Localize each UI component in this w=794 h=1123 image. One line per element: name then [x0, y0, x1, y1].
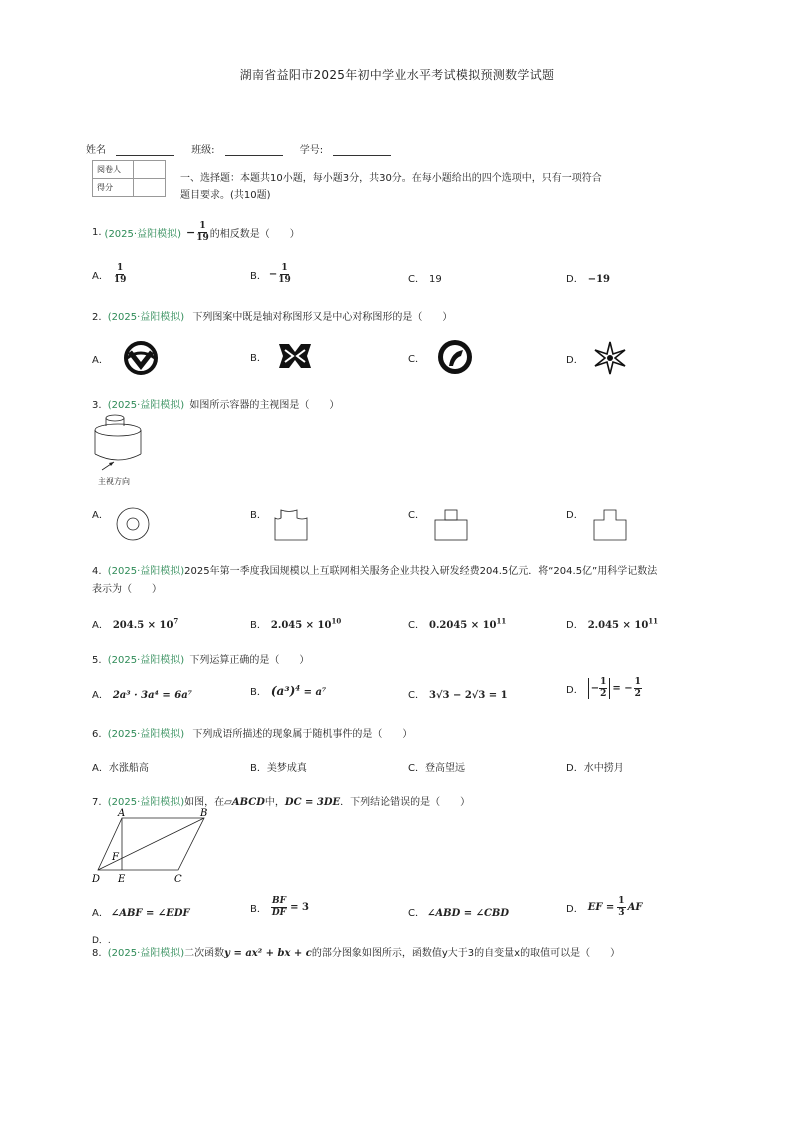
- frac-numerator: 1: [281, 263, 288, 273]
- option-letter: D．: [566, 685, 584, 696]
- option-b[interactable]: [250, 506, 311, 542]
- vertex-label-a: A: [118, 808, 126, 819]
- question-4: [92, 563, 692, 599]
- option-d[interactable]: [566, 616, 658, 631]
- option-b[interactable]: [250, 759, 307, 774]
- score-cell: [134, 179, 166, 197]
- option-text: = −: [612, 683, 633, 694]
- option-a[interactable]: [92, 759, 149, 774]
- question-text-pre: 二次函数: [184, 948, 225, 959]
- question-number: 8.: [92, 948, 102, 959]
- question-text: 如图所示容器的主视图是（ ）: [189, 400, 340, 411]
- option-fraction: [617, 897, 625, 918]
- parallelogram-figure: [90, 806, 215, 886]
- option-text: 2.045 × 10: [587, 620, 649, 631]
- question-number: 3.: [92, 400, 102, 411]
- option-letter: B．: [250, 510, 267, 521]
- page-title: 湖南省益阳市2025年初中学业水平考试模拟预测数学试题: [239, 68, 555, 82]
- option-text: 登高望远: [424, 763, 465, 774]
- frac-numerator: 1: [116, 263, 124, 273]
- option-letter: A．: [92, 620, 109, 631]
- question-8: [92, 944, 620, 959]
- option-text: 2.045 × 10: [270, 620, 332, 631]
- option-letter: D．: [566, 763, 584, 774]
- source-tag: (2025·益阳模拟): [107, 566, 185, 577]
- option-d[interactable]: [566, 897, 642, 918]
- ring-view-icon: [115, 506, 151, 542]
- option-c[interactable]: [408, 759, 465, 774]
- option-b[interactable]: [250, 616, 341, 631]
- step-view-icon: [431, 506, 471, 542]
- frac-numerator: 1: [600, 677, 607, 687]
- stray-text: D．.: [92, 936, 111, 946]
- option-letter: D．: [566, 510, 584, 521]
- score-box: [92, 160, 166, 197]
- question-number: 4.: [92, 566, 102, 577]
- source-tag: (2025·益阳模拟): [107, 729, 185, 740]
- question-text: 2025年第一季度我国规模以上互联网相关服务企业共投入研发经费204.5亿元．将“204.5亿”用科学记数法: [184, 566, 658, 577]
- option-text: ∠ABD = ∠CBD: [426, 908, 510, 919]
- vertex-label-c: C: [174, 874, 182, 885]
- option-text: = a⁷: [300, 687, 327, 698]
- frac-denominator: 19: [113, 275, 127, 285]
- vertex-label-d: D: [92, 874, 101, 885]
- option-letter: B．: [250, 687, 267, 698]
- class-blank[interactable]: [225, 145, 283, 156]
- option-letter: B．: [250, 352, 267, 364]
- option-text: 204.5 × 10: [112, 620, 174, 631]
- figure-caption: 主视方向: [98, 477, 130, 486]
- option-d[interactable]: [566, 678, 642, 699]
- question-equation: DC = 3DE: [284, 797, 341, 808]
- option-fraction: [599, 678, 607, 699]
- curved-view-icon: [271, 506, 311, 542]
- option-letter: B．: [250, 271, 267, 282]
- vertex-label-f: F: [112, 852, 119, 863]
- class-label: 班级:: [191, 145, 215, 156]
- question-number: 7.: [92, 797, 102, 808]
- option-fraction: [277, 264, 292, 285]
- frac-numerator: 1: [634, 677, 641, 687]
- option-text: 19: [428, 274, 442, 285]
- question-1: [92, 222, 300, 243]
- option-text: 水涨船高: [108, 763, 149, 774]
- option-c[interactable]: [408, 506, 471, 542]
- stem-sign: −: [185, 226, 196, 239]
- frac-denominator: 2: [600, 689, 607, 699]
- option-fraction: [113, 264, 128, 285]
- option-text: 3√3 − 2√3 = 1: [428, 690, 508, 701]
- container-figure: [92, 412, 152, 474]
- option-text: 美梦成真: [266, 763, 307, 774]
- option-letter: C．: [408, 510, 425, 521]
- option-a[interactable]: [92, 264, 127, 285]
- vertex-label-b: B: [200, 808, 208, 819]
- question-number: 5.: [92, 655, 102, 666]
- question-number: 2.: [92, 312, 102, 323]
- option-c[interactable]: [408, 686, 508, 701]
- frac-numerator: 1: [618, 896, 625, 906]
- option-c[interactable]: [408, 338, 475, 376]
- option-letter: A．: [92, 908, 109, 919]
- option-exponent: 4: [295, 683, 301, 693]
- option-d[interactable]: [566, 506, 630, 542]
- frac-denominator: DF: [271, 908, 287, 918]
- option-fraction-2: [634, 678, 642, 699]
- question-equation: y = ax² + bx + c: [224, 948, 312, 959]
- option-b[interactable]: [250, 264, 292, 285]
- option-letter: B．: [250, 620, 267, 631]
- question-text-post: ．下列结论错误的是（ ）: [340, 797, 471, 808]
- option-base: (a³): [270, 684, 296, 698]
- name-label: 姓名: [86, 145, 106, 156]
- option-letter: A．: [92, 763, 109, 774]
- option-b[interactable]: [250, 683, 326, 698]
- star-emblem-icon: [592, 340, 628, 376]
- question-text: 下列运算正确的是（ ）: [189, 655, 310, 666]
- stem-fraction: [195, 222, 210, 243]
- source-tag: (2025·益阳模拟): [107, 312, 185, 323]
- question-3: [92, 396, 339, 411]
- option-text: ∠ABF = ∠EDF: [110, 908, 190, 919]
- abs-sign: −: [590, 683, 600, 694]
- option-letter: C．: [408, 353, 425, 365]
- option-sign: −: [268, 269, 278, 280]
- option-letter: D．: [566, 904, 584, 915]
- option-a[interactable]: [92, 904, 190, 919]
- id-blank[interactable]: [333, 145, 391, 156]
- section-line-1: 一、选择题：本题共10小题，每小题3分，共30分。在每小题给出的四个选项中，只有一项符合: [180, 173, 602, 184]
- source-tag: (2025·益阳模拟): [107, 655, 185, 666]
- option-c[interactable]: [408, 616, 506, 631]
- question-6: [92, 725, 412, 740]
- option-fraction: [271, 897, 287, 918]
- question-5: [92, 651, 309, 666]
- option-d[interactable]: [566, 270, 610, 285]
- section-header: [180, 170, 602, 204]
- option-letter: B．: [250, 904, 267, 915]
- option-a[interactable]: [92, 340, 161, 376]
- option-d[interactable]: [566, 759, 624, 774]
- option-letter: A．: [92, 354, 109, 366]
- option-text: 0.2045 × 10: [428, 620, 497, 631]
- vertex-label-e: E: [118, 874, 126, 885]
- id-label: 学号:: [299, 145, 324, 156]
- source-tag: (2025·益阳模拟): [107, 797, 185, 808]
- option-b[interactable]: [250, 897, 309, 918]
- question-text-mid: 中，: [264, 797, 285, 808]
- question-text-pre: 如图，在: [184, 797, 225, 808]
- option-letter: D．: [566, 274, 584, 285]
- section-line-2: 题目要求。(共10题): [180, 190, 271, 201]
- grader-cell: [134, 161, 166, 179]
- question-text-2: 表示为（ ）: [92, 584, 162, 595]
- outline-view-icon: [590, 506, 630, 542]
- frac-denominator: 19: [196, 233, 209, 243]
- option-letter: B．: [250, 763, 267, 774]
- question-text: 的相反数是（ ）: [209, 229, 300, 240]
- option-exponent: 7: [173, 616, 179, 626]
- score-label: 得分: [93, 179, 134, 197]
- option-letter: A．: [92, 271, 109, 282]
- circle-emblem-icon: [435, 338, 475, 376]
- option-d[interactable]: [566, 340, 628, 376]
- option-b[interactable]: [250, 340, 315, 372]
- frac-numerator: 1: [199, 221, 206, 231]
- option-text: = 3: [290, 902, 309, 913]
- option-exponent: 11: [496, 616, 507, 626]
- option-letter: C．: [408, 908, 425, 919]
- option-letter: D．: [566, 620, 584, 631]
- frac-denominator: 19: [278, 275, 291, 285]
- option-a[interactable]: [92, 686, 192, 701]
- frac-numerator: BF: [271, 896, 286, 906]
- option-text-pre: EF =: [587, 902, 615, 913]
- option-text: 水中捞月: [583, 763, 624, 774]
- option-letter: A．: [92, 510, 109, 521]
- grader-label: 阅卷人: [93, 161, 134, 179]
- option-letter: A．: [92, 690, 109, 701]
- question-text: 下列图案中既是轴对称图形又是中心对称图形的是（ ）: [192, 312, 453, 323]
- option-a[interactable]: [92, 506, 151, 542]
- source-tag: (2025·益阳模拟): [107, 400, 185, 411]
- name-blank[interactable]: [116, 145, 174, 156]
- option-exponent: 10: [331, 616, 342, 626]
- option-letter: D．: [566, 354, 584, 366]
- emblem-a-icon: [121, 340, 161, 376]
- source-tag: (2025·益阳模拟): [107, 948, 185, 959]
- question-text-post: 的部分图象如图所示，函数值y大于3的自变量x的取值可以是（ ）: [311, 948, 621, 959]
- question-number: 1.: [92, 227, 102, 238]
- question-number: 6.: [92, 729, 102, 740]
- abs-value: [588, 678, 611, 699]
- option-exponent: 11: [648, 616, 659, 626]
- question-text: 下列成语所描述的现象属于随机事件的是（ ）: [192, 729, 413, 740]
- option-c[interactable]: [408, 270, 442, 285]
- option-text: −19: [587, 274, 610, 285]
- option-text-post: AF: [627, 902, 643, 913]
- option-letter: C．: [408, 690, 425, 701]
- option-c[interactable]: [408, 904, 509, 919]
- parallelogram-symbol: ▱ABCD: [224, 797, 265, 808]
- frac-denominator: 3: [618, 908, 625, 918]
- option-letter: C．: [408, 274, 425, 285]
- option-letter: C．: [408, 620, 425, 631]
- option-a[interactable]: [92, 616, 178, 631]
- option-text: 2a³ · 3a⁴ = 6a⁷: [112, 690, 193, 701]
- option-letter: C．: [408, 763, 425, 774]
- frac-denominator: 2: [634, 689, 641, 699]
- student-info: [86, 141, 391, 156]
- question-2: [92, 308, 452, 323]
- book-emblem-icon: [275, 340, 315, 372]
- source-tag: (2025·益阳模拟): [104, 229, 181, 240]
